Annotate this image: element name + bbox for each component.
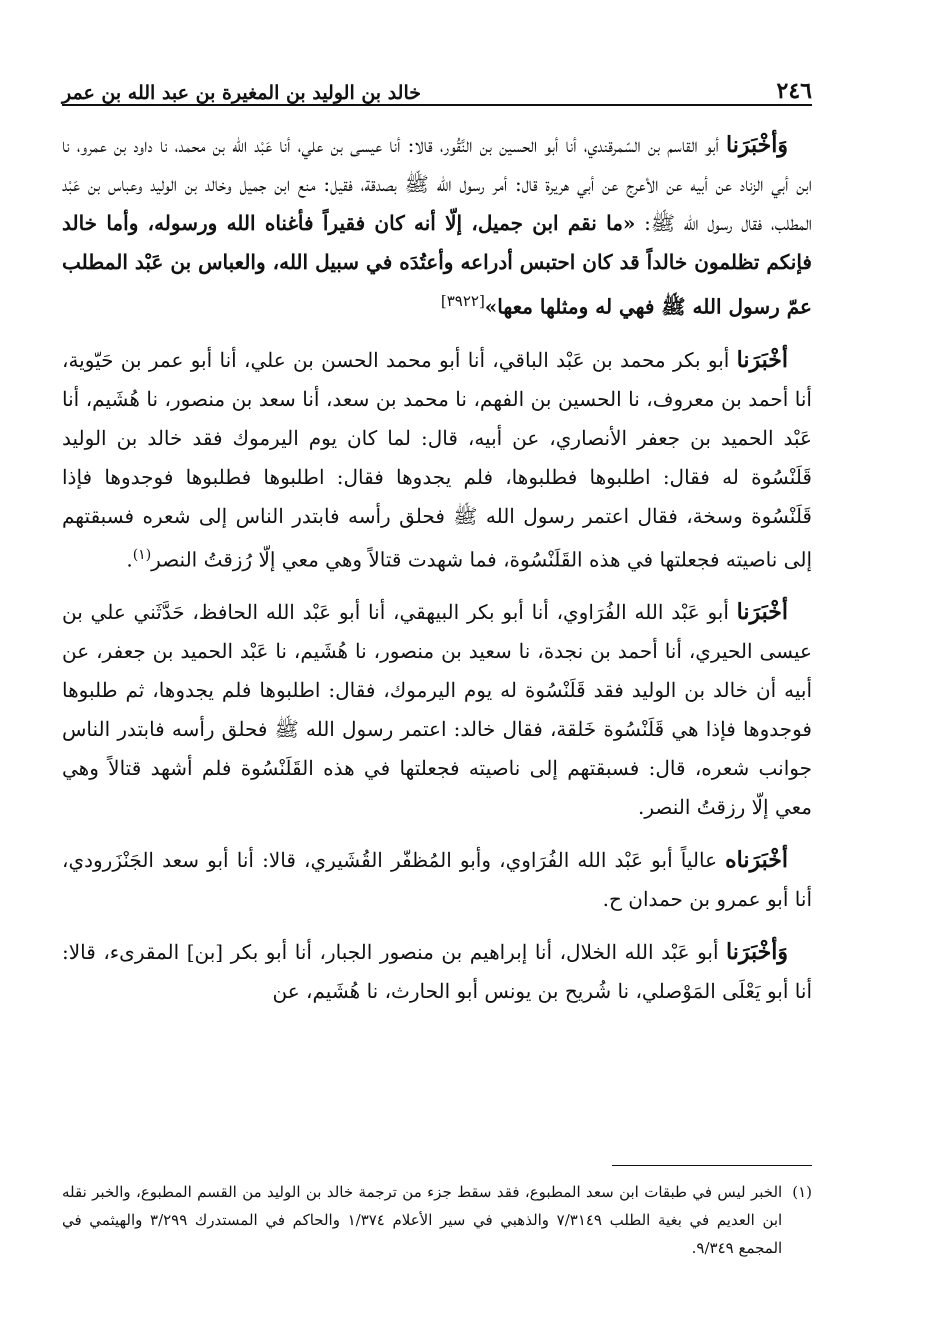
- footnotes: [62, 1178, 812, 1262]
- paragraph-text: عالياً أبو عَبْد الله الفُرَاوي، وأبو المُظفّر القُشَيري، قالا: أنا أبو سعد الجَنْزَرودي، أنا أبو عمرو بن حمدان ح.: [62, 848, 812, 912]
- page-header: [62, 64, 812, 104]
- hadith-reference-number: [٣٩٢٢]: [440, 292, 485, 310]
- footnote-number: (١): [792, 1183, 812, 1201]
- paragraph-lead-word: أخْبَرَنا: [736, 599, 788, 626]
- paragraph-text: أبو عَبْد الله الخلال، أنا إبراهيم بن منصور الجبار، أنا أبو بكر [بن] المقرىء، قالا: أنا أبو يَعْلَى المَوْصلي، نا شُريح بن يونس أبو الحارث، نا هُشَيم، عن: [62, 940, 812, 1004]
- paragraph: [62, 841, 812, 919]
- paragraph-lead-word: وَأخْبَرَنا: [726, 132, 788, 158]
- hadith-quote: «ما نقم ابن جميل، إلّا أنه كان فقيراً فأغناه الله ورسوله، وأما خالد فإنكم تظلمون خالداً قد كان احتبس أدراعه وأعتُدَه في سبيل الله، والعباس بن عَبْد المطلب عمّ رسول الله ﷺ فهي له ومثلها معها»: [62, 211, 812, 319]
- footnote-text: الخبر ليس في طبقات ابن سعد المطبوع، فقد سقط جزء من ترجمة خالد بن الوليد من القسم المطبوع، والخبر نقله ابن العديم في بغية الطلب ٧/٣١٤٩ والذهبي في سير الأعلام ١/٣٧٤ والحاكم في المستدرك ٣/٢٩٩ والهيثمي في المجمع ٩/٣٤٩.: [62, 1183, 783, 1257]
- main-text: [62, 126, 812, 1025]
- paragraph-text: أبو عَبْد الله الفُرَاوي، أنا أبو بكر البيهقي، أنا أبو عَبْد الله الحافظ، حَدَّثَني علي بن عيسى الحيري، أنا أحمد بن نجدة، نا سعيد بن منصور، نا هُشَيم، نا عَبْد الحميد بن جعفر، عن أبيه أن خالد بن الوليد فقد قَلَنْسُوة له يوم اليرموك، فقال: اطلبوها فلم يجدوها، ثم طلبوها فوجدوها فإذا هي قَلَنْسُوة خَلقة، فقال خالد: اعتمر رسول الله ﷺ فحلق رأسه فابتدر الناس جوانب شعره، قال: فسبقتهم إلى ناصيته فجعلتها في هذه القَلَنْسُوة فلم أشهد قتالاً وهي معي إلّا رزقتُ النصر.: [62, 600, 812, 820]
- page-number: ٢٤٦: [776, 78, 812, 104]
- paragraph: [62, 933, 812, 1011]
- header-divider: [62, 104, 812, 106]
- paragraph-text: أبو بكر محمد بن عَبْد الباقي، أنا أبو محمد الحسن بن علي، أنا أبو عمر بن حَيّوية، أنا أحمد بن معروف، نا الحسين بن الفهم، نا محمد بن سعد، أنا سعد بن منصور، نا هُشَيم، أنا عَبْد الحميد بن جعفر الأنصاري، عن أبيه، قال: لما كان يوم اليرموك فقد خالد بن الوليد قَلَنْسُوة له فقال: اطلبوها فطلبوها، فلم يجدوها فقال: اطلبوها فطلبوها فوجدوها فإذا قَلَنْسُوة وسخة، فقال اعتمر رسول الله ﷺ فحلق رأسه فابتدر الناس إلى شعره فسبقتهم إلى ناصيته فجعلتها في هذه القَلَنْسُوة، فما شهدت قتالاً وهي معي إلّا رُزقتُ النصر: [62, 347, 812, 572]
- running-title: خالد بن الوليد بن المغيرة بن عبد الله بن عمر: [62, 82, 421, 104]
- paragraph-lead-word: أخْبَرَناه: [725, 847, 788, 874]
- footnote-item: [62, 1178, 812, 1262]
- paragraph: [62, 126, 812, 327]
- paragraph-lead-word: أخْبَرَنا: [736, 346, 788, 373]
- paragraph: [62, 593, 812, 827]
- footnote-divider: [612, 1165, 812, 1166]
- paragraph-tail: .: [126, 547, 133, 572]
- paragraph-lead-word: وَأخْبَرَنا: [726, 939, 788, 966]
- paragraph-text: أبو القاسم بن السّمرقندي، أنا أبو الحسين بن النَّقُور، قالا: أنا عيسى بن علي، أنا عَبْد الله بن محمد، نا داود بن عمرو، نا ابن أبي الزناد عن أبيه عن الأعرج عن أبي هريرة قال: أمر رسول الله ﷺ بصدقة، فقيل: منع ابن جميل وخالد بن الوليد وعباس بن عَبْد المطلب، فقال رسول الله ﷺ:: [62, 133, 812, 235]
- footnote-marker: (١): [132, 546, 152, 563]
- paragraph: [62, 341, 812, 580]
